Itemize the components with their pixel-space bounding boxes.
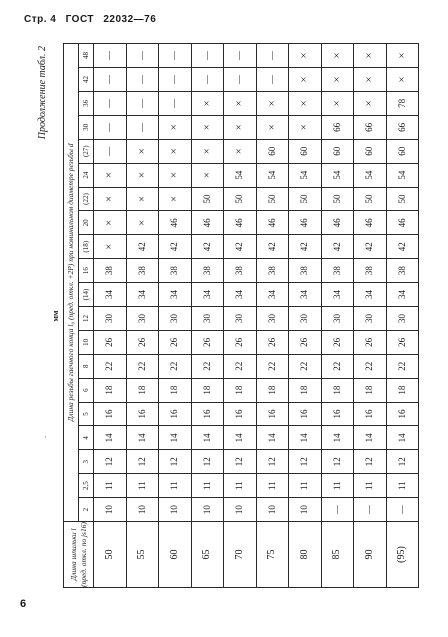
diameter-col-header: 2,5 xyxy=(79,474,94,498)
thread-length-cell: 16 xyxy=(126,402,159,426)
units-label: мм xyxy=(51,310,60,322)
thread-length-cell: × xyxy=(94,187,127,211)
thread-length-cell: 11 xyxy=(386,474,419,498)
thread-length-cell: × xyxy=(386,43,419,67)
thread-length-cell: 14 xyxy=(289,426,322,450)
thread-length-cell: 30 xyxy=(386,306,419,330)
thread-length-cell: 66 xyxy=(354,115,387,139)
thread-length-cell: × xyxy=(224,91,257,115)
thread-length-cell: — xyxy=(191,43,224,67)
thread-length-cell: × xyxy=(289,115,322,139)
thread-length-cell: × xyxy=(94,211,127,235)
thread-length-cell: 66 xyxy=(321,115,354,139)
group-header: Длина резьбы гаечного конца l₀ (пред. откл. +2P) при номинальном диаметре резьбы d xyxy=(64,43,79,521)
thread-length-cell: — xyxy=(224,43,257,67)
thread-length-cell: × xyxy=(289,43,322,67)
thread-length-cell: 50 xyxy=(321,187,354,211)
diameter-col-header: 2 xyxy=(79,498,94,522)
thread-length-cell: 10 xyxy=(256,498,289,522)
thread-length-cell: 42 xyxy=(191,235,224,259)
thread-length-cell: 60 xyxy=(354,139,387,163)
thread-length-cell: 26 xyxy=(386,330,419,354)
diameter-header-row xyxy=(79,43,94,587)
thread-length-cell: 11 xyxy=(126,474,159,498)
thread-length-cell: 46 xyxy=(224,211,257,235)
diameter-col-header: 36 xyxy=(79,91,94,115)
thread-length-table xyxy=(63,43,419,588)
thread-length-cell: × xyxy=(256,91,289,115)
page-label: Стр. 4 xyxy=(24,14,57,25)
thread-length-cell: 11 xyxy=(224,474,257,498)
stud-length-cell: 60 xyxy=(159,522,192,588)
thread-length-cell: 66 xyxy=(386,115,419,139)
diameter-col-header: 48 xyxy=(79,43,94,67)
thread-length-cell: × xyxy=(224,139,257,163)
thread-length-cell: — xyxy=(159,91,192,115)
thread-length-cell: × xyxy=(321,91,354,115)
thread-length-cell: 16 xyxy=(159,402,192,426)
thread-length-cell: × xyxy=(126,187,159,211)
thread-length-cell: 22 xyxy=(289,354,322,378)
table-row xyxy=(224,43,257,587)
thread-length-cell: 42 xyxy=(224,235,257,259)
thread-length-cell: × xyxy=(159,187,192,211)
diameter-col-header: (27) xyxy=(79,139,94,163)
thread-length-cell: 18 xyxy=(224,378,257,402)
thread-length-cell: 10 xyxy=(159,498,192,522)
stud-length-cell: 50 xyxy=(94,522,127,588)
thread-length-cell: × xyxy=(126,211,159,235)
thread-length-cell: — xyxy=(159,68,192,92)
stud-length-cell: 85 xyxy=(321,522,354,588)
thread-length-cell: 30 xyxy=(321,306,354,330)
thread-length-cell: 26 xyxy=(256,330,289,354)
thread-length-cell: 10 xyxy=(94,498,127,522)
diameter-col-header: (14) xyxy=(79,283,94,307)
thread-length-cell: 18 xyxy=(354,378,387,402)
thread-length-cell: — xyxy=(224,68,257,92)
thread-length-cell: 11 xyxy=(289,474,322,498)
table-row xyxy=(159,43,192,587)
diameter-col-header: 5 xyxy=(79,402,94,426)
thread-length-cell: 54 xyxy=(321,163,354,187)
thread-length-cell: 26 xyxy=(191,330,224,354)
thread-length-cell: 38 xyxy=(94,259,127,283)
thread-length-cell: — xyxy=(159,43,192,67)
table-row xyxy=(321,43,354,587)
thread-length-cell: 12 xyxy=(126,450,159,474)
diameter-col-header: 12 xyxy=(79,306,94,330)
thread-length-cell: 16 xyxy=(94,402,127,426)
thread-length-cell: — xyxy=(94,139,127,163)
diameter-col-header: 30 xyxy=(79,115,94,139)
table-row xyxy=(94,43,127,587)
thread-length-cell: 22 xyxy=(321,354,354,378)
thread-length-cell: 38 xyxy=(224,259,257,283)
thread-length-cell: 14 xyxy=(191,426,224,450)
thread-length-cell: 42 xyxy=(289,235,322,259)
thread-length-cell: × xyxy=(354,43,387,67)
thread-length-cell: × xyxy=(94,235,127,259)
thread-length-cell: × xyxy=(159,115,192,139)
thread-length-cell: 26 xyxy=(224,330,257,354)
thread-length-cell: 34 xyxy=(321,283,354,307)
thread-length-cell: × xyxy=(191,163,224,187)
thread-length-cell: 30 xyxy=(126,306,159,330)
thread-length-cell: 26 xyxy=(159,330,192,354)
corner-header xyxy=(64,522,94,588)
thread-length-cell: 46 xyxy=(191,211,224,235)
thread-length-cell: 78 xyxy=(386,91,419,115)
thread-length-cell: 60 xyxy=(321,139,354,163)
diameter-col-header: 42 xyxy=(79,68,94,92)
thread-length-cell: 22 xyxy=(94,354,127,378)
thread-length-cell: 12 xyxy=(386,450,419,474)
thread-length-cell: 18 xyxy=(94,378,127,402)
thread-length-cell: × xyxy=(321,68,354,92)
thread-length-cell: 16 xyxy=(386,402,419,426)
thread-length-cell: 46 xyxy=(386,211,419,235)
diameter-col-header: 20 xyxy=(79,211,94,235)
table-row xyxy=(386,43,419,587)
thread-length-cell: 38 xyxy=(159,259,192,283)
thread-length-cell: 22 xyxy=(354,354,387,378)
thread-length-cell: 18 xyxy=(386,378,419,402)
thread-length-cell: 14 xyxy=(321,426,354,450)
thread-length-cell: 50 xyxy=(354,187,387,211)
thread-length-cell: 34 xyxy=(94,283,127,307)
thread-length-cell: 11 xyxy=(94,474,127,498)
thread-length-cell: 18 xyxy=(159,378,192,402)
thread-length-cell: — xyxy=(94,43,127,67)
diameter-col-header: 10 xyxy=(79,330,94,354)
thread-length-cell: 12 xyxy=(256,450,289,474)
stud-length-cell: (95) xyxy=(386,522,419,588)
thread-length-cell: 50 xyxy=(224,187,257,211)
table-row xyxy=(256,43,289,587)
thread-length-cell: 16 xyxy=(289,402,322,426)
thread-length-cell: 54 xyxy=(224,163,257,187)
thread-length-cell: 18 xyxy=(256,378,289,402)
thread-length-cell: 26 xyxy=(289,330,322,354)
thread-length-cell: 18 xyxy=(321,378,354,402)
thread-length-cell: 50 xyxy=(289,187,322,211)
thread-length-cell: 54 xyxy=(289,163,322,187)
diameter-col-header: (18) xyxy=(79,235,94,259)
thread-length-cell: 38 xyxy=(256,259,289,283)
thread-length-cell: 16 xyxy=(321,402,354,426)
thread-length-cell: 54 xyxy=(386,163,419,187)
thread-length-cell: 54 xyxy=(256,163,289,187)
thread-length-cell: 14 xyxy=(126,426,159,450)
thread-length-cell: 60 xyxy=(386,139,419,163)
thread-length-cell: 30 xyxy=(191,306,224,330)
thread-length-cell: — xyxy=(94,68,127,92)
thread-length-cell: 12 xyxy=(94,450,127,474)
thread-length-cell: 11 xyxy=(191,474,224,498)
thread-length-cell: 22 xyxy=(256,354,289,378)
thread-length-cell: × xyxy=(126,163,159,187)
thread-length-cell: 26 xyxy=(126,330,159,354)
thread-length-cell: 38 xyxy=(354,259,387,283)
thread-length-cell: 26 xyxy=(354,330,387,354)
thread-length-cell: 10 xyxy=(289,498,322,522)
thread-length-cell: — xyxy=(256,43,289,67)
thread-length-cell: 46 xyxy=(159,211,192,235)
thread-length-cell: 16 xyxy=(224,402,257,426)
stud-length-cell: 90 xyxy=(354,522,387,588)
thread-length-cell: × xyxy=(289,68,322,92)
thread-length-cell: 12 xyxy=(191,450,224,474)
thread-length-cell: 12 xyxy=(321,450,354,474)
stud-length-cell: 75 xyxy=(256,522,289,588)
stud-length-cell: 55 xyxy=(126,522,159,588)
thread-length-cell: — xyxy=(354,498,387,522)
page-header xyxy=(24,14,162,25)
caption-text: Продолжение табл. 2 xyxy=(37,46,48,140)
stud-length-cell: 80 xyxy=(289,522,322,588)
thread-length-cell: 14 xyxy=(224,426,257,450)
diameter-col-header: 8 xyxy=(79,354,94,378)
thread-length-cell: 22 xyxy=(386,354,419,378)
thread-length-cell: 26 xyxy=(94,330,127,354)
thread-length-cell: — xyxy=(126,43,159,67)
thread-length-cell: 22 xyxy=(126,354,159,378)
thread-length-cell: 46 xyxy=(289,211,322,235)
thread-length-cell: 30 xyxy=(224,306,257,330)
thread-length-cell: 38 xyxy=(386,259,419,283)
thread-length-cell: 10 xyxy=(126,498,159,522)
thread-length-cell: × xyxy=(321,43,354,67)
thread-length-cell: 12 xyxy=(289,450,322,474)
corner-line-1: Длина шпильки l xyxy=(69,528,79,581)
thread-length-cell: 11 xyxy=(321,474,354,498)
thread-length-cell: 14 xyxy=(354,426,387,450)
thread-length-cell: — xyxy=(126,91,159,115)
thread-length-cell: × xyxy=(126,139,159,163)
stud-length-cell: 70 xyxy=(224,522,257,588)
thread-length-cell: × xyxy=(94,163,127,187)
standard-label: ГОСТ xyxy=(65,14,95,25)
thread-length-cell: 34 xyxy=(354,283,387,307)
thread-length-cell: 11 xyxy=(256,474,289,498)
thread-length-cell: 16 xyxy=(256,402,289,426)
thread-length-cell: × xyxy=(159,139,192,163)
thread-length-cell: 10 xyxy=(191,498,224,522)
thread-length-cell: 22 xyxy=(191,354,224,378)
thread-length-cell: 14 xyxy=(94,426,127,450)
thread-length-cell: 30 xyxy=(159,306,192,330)
diameter-col-header: 6 xyxy=(79,378,94,402)
thread-length-cell: 30 xyxy=(256,306,289,330)
thread-length-cell: 34 xyxy=(386,283,419,307)
thread-length-cell: × xyxy=(191,91,224,115)
thread-length-cell: 38 xyxy=(191,259,224,283)
thread-length-cell: 12 xyxy=(224,450,257,474)
table-row xyxy=(289,43,322,587)
thread-length-cell: 10 xyxy=(224,498,257,522)
thread-length-cell: × xyxy=(224,115,257,139)
corner-line-2: (пред. откл. по js16) xyxy=(78,522,88,587)
thread-length-cell: 14 xyxy=(386,426,419,450)
thread-length-cell: — xyxy=(321,498,354,522)
stud-length-cell: 65 xyxy=(191,522,224,588)
thread-length-cell: 34 xyxy=(256,283,289,307)
thread-length-cell: 22 xyxy=(159,354,192,378)
thread-length-cell: — xyxy=(256,68,289,92)
thread-length-cell: 38 xyxy=(126,259,159,283)
thread-length-cell: 34 xyxy=(159,283,192,307)
diameter-col-header: 24 xyxy=(79,163,94,187)
thread-length-cell: 11 xyxy=(159,474,192,498)
diameter-col-header: 16 xyxy=(79,259,94,283)
thread-length-cell: 30 xyxy=(94,306,127,330)
thread-length-cell: 12 xyxy=(354,450,387,474)
diameter-col-header: (22) xyxy=(79,187,94,211)
thread-length-cell: 22 xyxy=(224,354,257,378)
thread-length-cell: × xyxy=(191,139,224,163)
thread-length-cell: 16 xyxy=(354,402,387,426)
thread-length-cell: × xyxy=(354,91,387,115)
rotated-table-area xyxy=(37,44,419,588)
thread-length-cell: 42 xyxy=(159,235,192,259)
thread-length-cell: 18 xyxy=(289,378,322,402)
thread-length-cell: 14 xyxy=(256,426,289,450)
thread-length-cell: 42 xyxy=(256,235,289,259)
thread-length-cell: 50 xyxy=(191,187,224,211)
thread-length-cell: 30 xyxy=(354,306,387,330)
thread-length-cell: × xyxy=(386,68,419,92)
scan-mark: · xyxy=(44,432,47,442)
diameter-col-header: 4 xyxy=(79,426,94,450)
thread-length-cell: 54 xyxy=(354,163,387,187)
thread-length-cell: × xyxy=(289,91,322,115)
thread-length-cell: 42 xyxy=(386,235,419,259)
thread-length-cell: × xyxy=(159,163,192,187)
thread-length-cell: 34 xyxy=(126,283,159,307)
thread-length-cell: 18 xyxy=(126,378,159,402)
thread-length-cell: 18 xyxy=(191,378,224,402)
thread-length-cell: 50 xyxy=(256,187,289,211)
standard-number: 22032—76 xyxy=(103,14,157,25)
thread-length-cell: — xyxy=(94,115,127,139)
page-number: 6 xyxy=(20,598,27,610)
table-body xyxy=(94,43,419,587)
thread-length-cell: 16 xyxy=(191,402,224,426)
thread-length-cell: 38 xyxy=(321,259,354,283)
thread-length-cell: 46 xyxy=(256,211,289,235)
thread-length-cell: 60 xyxy=(289,139,322,163)
thread-length-cell: — xyxy=(386,498,419,522)
thread-length-cell: 38 xyxy=(289,259,322,283)
thread-length-cell: × xyxy=(191,115,224,139)
thread-length-cell: × xyxy=(354,68,387,92)
thread-length-cell: — xyxy=(191,68,224,92)
table-row xyxy=(354,43,387,587)
thread-length-cell: 46 xyxy=(321,211,354,235)
table-row xyxy=(126,43,159,587)
thread-length-cell: × xyxy=(256,115,289,139)
diameter-col-header: 3 xyxy=(79,450,94,474)
thread-length-cell: 34 xyxy=(289,283,322,307)
thread-length-cell: 46 xyxy=(354,211,387,235)
thread-length-cell: 50 xyxy=(386,187,419,211)
thread-length-cell: 26 xyxy=(321,330,354,354)
table-row xyxy=(191,43,224,587)
thread-length-cell: — xyxy=(126,68,159,92)
thread-length-cell: 14 xyxy=(159,426,192,450)
thread-length-cell: 34 xyxy=(191,283,224,307)
thread-length-cell: 42 xyxy=(354,235,387,259)
thread-length-cell: 30 xyxy=(289,306,322,330)
table-caption xyxy=(37,44,51,588)
thread-length-cell: 12 xyxy=(159,450,192,474)
thread-length-cell: 34 xyxy=(224,283,257,307)
thread-length-cell: 42 xyxy=(126,235,159,259)
thread-length-cell: — xyxy=(126,115,159,139)
thread-length-cell: 60 xyxy=(256,139,289,163)
thread-length-cell: 11 xyxy=(354,474,387,498)
thread-length-cell: — xyxy=(94,91,127,115)
thread-length-cell: 42 xyxy=(321,235,354,259)
